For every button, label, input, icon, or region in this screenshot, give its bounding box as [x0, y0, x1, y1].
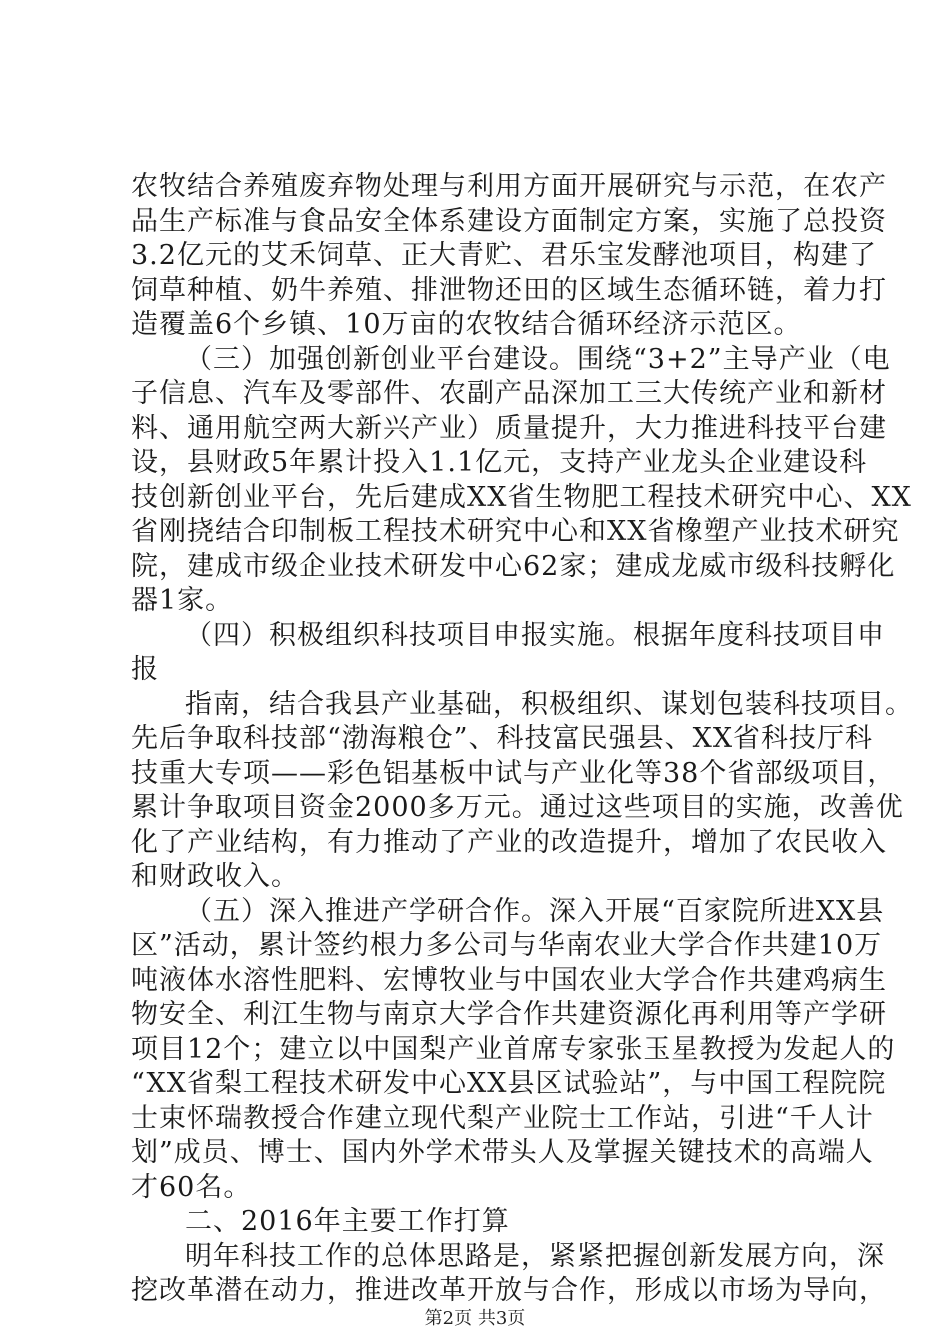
text-line: 设，县财政5年累计投入1.1亿元，支持产业龙头企业建设科 — [131, 447, 868, 478]
text-line: 项目12个；建立以中国梨产业首席专家张玉星教授为发起人的 — [131, 1033, 896, 1065]
text-line: 挖改革潜在动力，推进改革开放与合作，形成以市场为导向， — [131, 1275, 887, 1306]
text-line: 明年科技工作的总体思路是，紧紧把握创新发展方向，深 — [185, 1240, 885, 1272]
text-line: 二、2016年主要工作打算 — [185, 1206, 510, 1237]
text-line: 3.2亿元的艾禾饲草、正大青贮、君乐宝发酵池项目，构建了 — [131, 240, 877, 271]
text-line: 指南，结合我县产业基础，积极组织、谋划包装科技项目。 — [185, 688, 913, 720]
text-line: 技重大专项——彩色铝基板中试与产业化等38个省部级项目， — [131, 757, 896, 789]
text-line: 报 — [131, 654, 159, 685]
text-line: 划”成员、博士、国内外学术带头人及掌握关键技术的高端人 — [131, 1137, 874, 1168]
text-line: 饲草种植、奶牛养殖、排泄物还田的区域生态循环链，着力打 — [131, 274, 887, 306]
text-line: 造覆盖6个乡镇、10万亩的农牧结合循环经济示范区。 — [131, 309, 802, 340]
document-body — [131, 170, 913, 1309]
text-line: 子信息、汽车及零部件、农副产品深加工三大传统产业和新材 — [131, 378, 887, 409]
text-line: （五）深入推进产学研合作。深入开展“百家院所进XX县 — [185, 895, 885, 927]
text-line: 农牧结合养殖废弃物处理与利用方面开展研究与示范，在农产 — [131, 171, 887, 202]
text-line: 才60名。 — [131, 1171, 252, 1203]
text-line: 化了产业结构，有力推动了产业的改造提升，增加了农民收入 — [131, 826, 887, 858]
text-line: 料、通用航空两大新兴产业）质量提升，大力推进科技平台建 — [131, 412, 887, 444]
text-line: 区”活动，累计签约根力多公司与华南农业大学合作共建10万 — [131, 930, 883, 961]
text-line: 先后争取科技部“渤海粮仓”、科技富民强县、XX省科技厅科 — [131, 723, 874, 754]
text-line: 品生产标准与食品安全体系建设方面制定方案，实施了总投资 — [131, 205, 887, 237]
text-line: 和财政收入。 — [131, 861, 299, 892]
text-line: 士束怀瑞教授合作建立现代梨产业院士工作站，引进“千人计 — [131, 1102, 874, 1134]
text-line: （三）加强创新创业平台建设。围绕“3+2”主导产业（电 — [185, 343, 891, 375]
text-line: 院，建成市级企业技术研发中心62家；建成龙威市级科技孵化 — [131, 550, 896, 582]
text-line: 省刚挠结合印制板工程技术研究中心和XX省橡塑产业技术研究 — [131, 516, 900, 547]
text-line: 技创新创业平台，先后建成XX省生物肥工程技术研究中心、XX — [131, 481, 912, 513]
page-footer: 第2页 共3页 — [424, 1308, 526, 1329]
text-line: “XX省梨工程技术研发中心XX县区试验站”，与中国工程院院 — [131, 1068, 887, 1099]
text-line: 物安全、利江生物与南京大学合作共建资源化再利用等产学研 — [131, 999, 887, 1030]
text-line: （四）积极组织科技项目申报实施。根据年度科技项目申 — [185, 619, 885, 651]
text-line: 累计争取项目资金2000多万元。通过这些项目的实施，改善优 — [131, 792, 904, 823]
text-line: 器1家。 — [131, 585, 234, 616]
text-line: 吨液体水溶性肥料、宏博牧业与中国农业大学合作共建鸡病生 — [131, 964, 887, 996]
